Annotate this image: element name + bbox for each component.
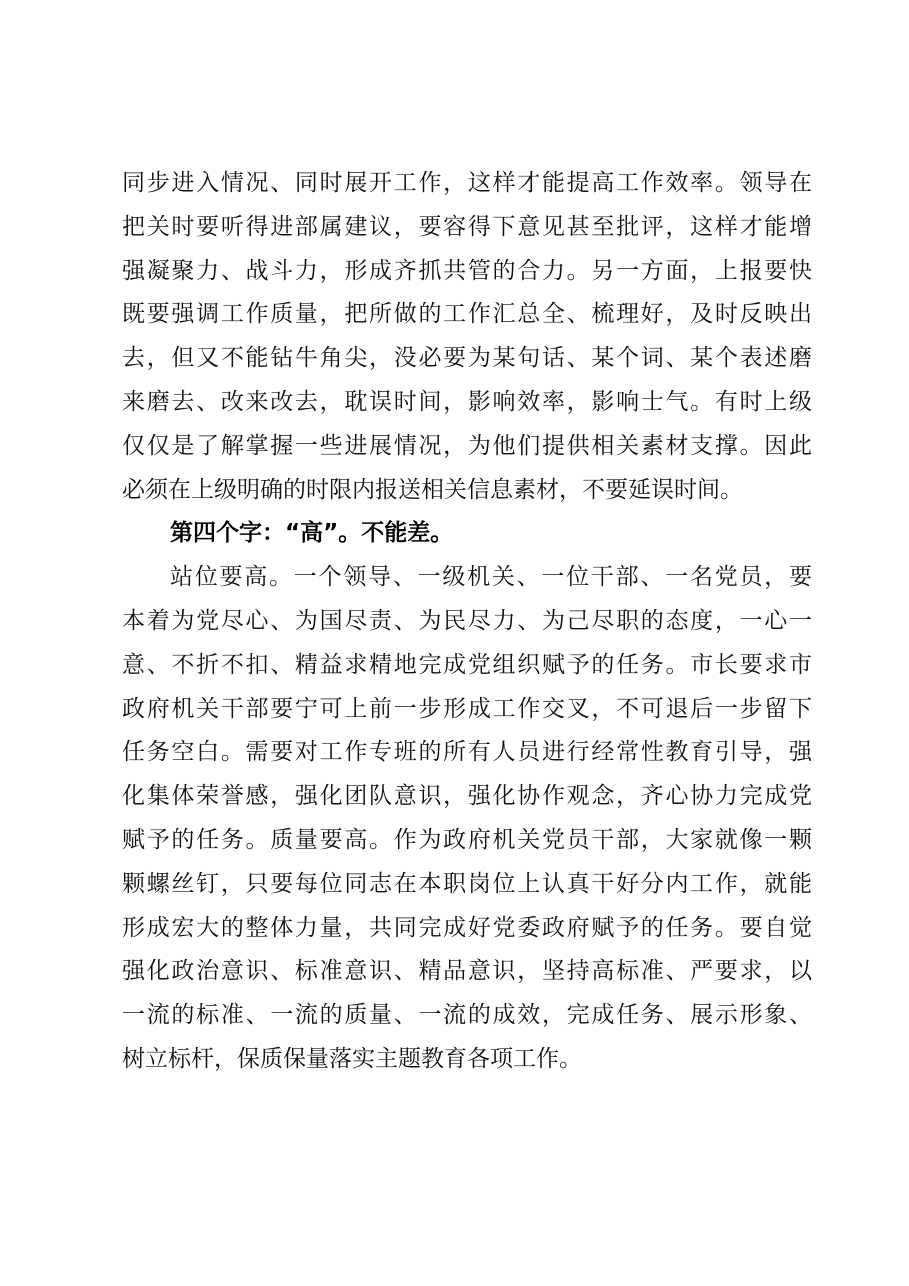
paragraph-line: 强凝聚力、战斗力，形成齐抓共管的合力。另一方面，上报要快 [122, 257, 812, 284]
paragraph-2 [122, 556, 812, 1082]
paragraph-line: 形成宏大的整体力量，共同完成好党委政府赋予的任务。要自觉 [122, 914, 812, 941]
paragraph-line: 意、不折不扣、精益求精地完成党组织赋予的任务。市长要求市 [122, 651, 812, 678]
paragraph-1 [122, 162, 812, 512]
paragraph-line: 政府机关干部要宁可上前一步形成工作交叉，不可退后一步留下 [122, 695, 812, 722]
document-body [122, 162, 812, 1082]
paragraph-line: 强化政治意识、标准意识、精品意识，坚持高标准、严要求，以 [122, 958, 812, 985]
paragraph-line: 一流的标准、一流的质量、一流的成效，完成任务、展示形象、 [122, 1002, 812, 1029]
paragraph-line: 站位要高。一个领导、一级机关、一位干部、一名党员，要 [170, 564, 812, 591]
section-heading: 第四个字：“高”。不能差。 [170, 520, 454, 547]
paragraph-line: 本着为党尽心、为国尽责、为民尽力、为己尽职的态度，一心一 [122, 607, 812, 634]
paragraph-line: 颗螺丝钉，只要每位同志在本职岗位上认真干好分内工作，就能 [122, 870, 812, 897]
paragraph-line: 赋予的任务。质量要高。作为政府机关党员干部，大家就像一颗 [122, 826, 812, 853]
paragraph-line: 既要强调工作质量，把所做的工作汇总全、梳理好，及时反映出 [122, 301, 812, 328]
paragraph-line: 把关时要听得进部属建议，要容得下意见甚至批评，这样才能增 [122, 213, 812, 240]
paragraph-line: 来磨去、改来改去，耽误时间，影响效率，影响士气。有时上级 [122, 388, 812, 415]
paragraph-line: 必须在上级明确的时限内报送相关信息素材，不要延误时间。 [122, 476, 743, 503]
paragraph-line: 仅仅是了解掌握一些进展情况，为他们提供相关素材支撑。因此 [122, 432, 812, 459]
paragraph-line: 去，但又不能钻牛角尖，没必要为某句话、某个词、某个表述磨 [122, 345, 812, 372]
paragraph-line: 同步进入情况、同时展开工作，这样才能提高工作效率。领导在 [122, 170, 812, 196]
paragraph-line: 树立标杆，保质保量落实主题教育各项工作。 [122, 1045, 582, 1072]
paragraph-line: 化集体荣誉感，强化团队意识，强化协作观念，齐心协力完成党 [122, 783, 812, 810]
paragraph-line: 任务空白。需要对工作专班的所有人员进行经常性教育引导，强 [122, 739, 812, 766]
